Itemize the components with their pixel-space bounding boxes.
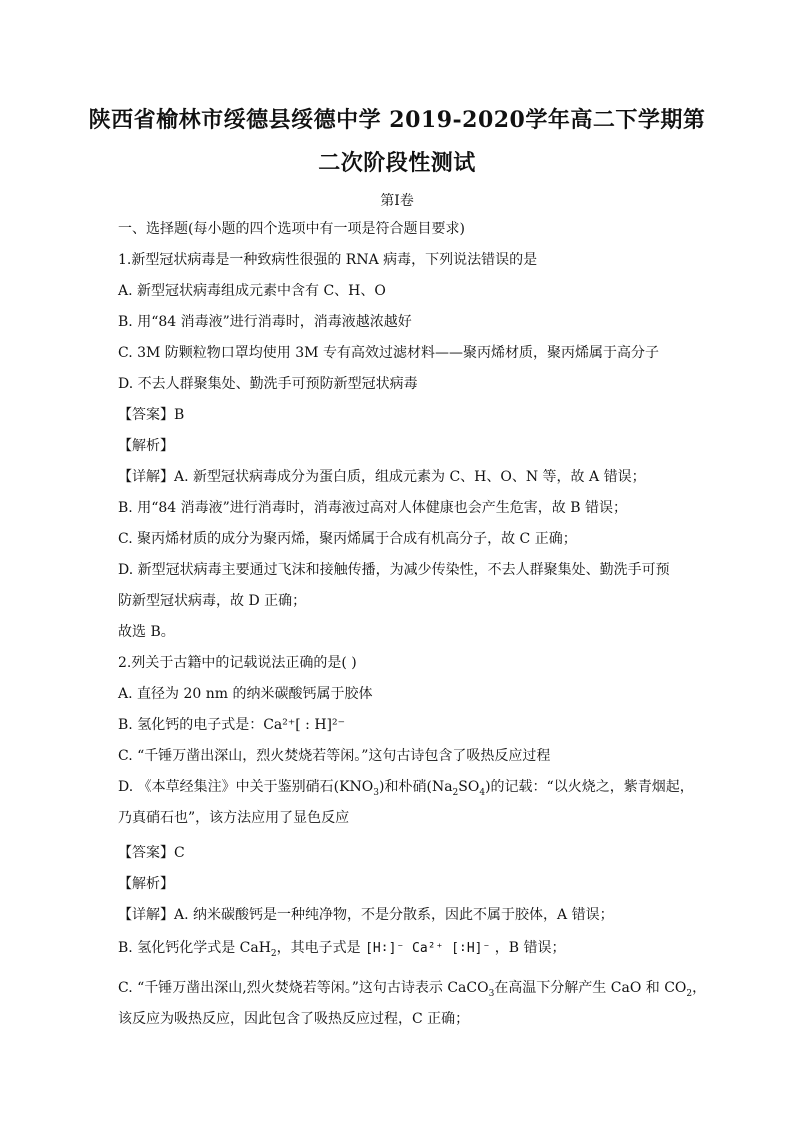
q2-option-b bbox=[118, 714, 345, 734]
q2-option-d-line1 bbox=[118, 776, 694, 798]
q2-d-text-4: )的记载：“以火烧之，紫青烟起， bbox=[485, 779, 694, 795]
q2-d-text-1: D. 《本草经集注》中关于鉴别硝石(KNO bbox=[118, 779, 374, 795]
q2-option-d-line2: 乃真硝石也”，该方法应用了显色反应 bbox=[118, 810, 350, 826]
q1-stem: 1.新型冠状病毒是一种致病性很强的 RNA 病毒，下列说法错误的是 bbox=[118, 252, 538, 268]
title-line-2: 二次阶段性测试 bbox=[318, 150, 476, 176]
q1-analysis-label: 【解析】 bbox=[118, 438, 174, 454]
q1-option-d: D. 不去人群聚集处、勤洗手可预防新型冠状病毒 bbox=[118, 376, 418, 392]
q2-detail-b-mid: ，其电子式是 bbox=[276, 940, 361, 956]
q2-option-b-text: B. 氢化钙的电子式是： bbox=[118, 717, 264, 733]
q2-detail-b-text: B. 氢化钙化学式是 CaH bbox=[118, 940, 271, 956]
q1-detail-d-line1: D. 新型冠状病毒主要通过飞沫和接触传播，为减少传染性，不去人群聚集处、勤洗手可预 bbox=[118, 562, 670, 578]
q2-detail-b-suffix: ，B 错误； bbox=[494, 940, 566, 956]
volume-label: 第I卷 bbox=[380, 193, 414, 209]
q1-detail-d-line2: 防新型冠状病毒，故 D 正确； bbox=[118, 593, 307, 609]
subscript-2: 2 bbox=[270, 948, 277, 959]
q2-detail-c-text-1: C. “千锤万凿出深山,烈火焚烧若等闲。”这句古诗表示 CaCO bbox=[118, 980, 489, 996]
q2-detail-c-line2: 该反应为吸热反应，因此包含了吸热反应过程，C 正确； bbox=[118, 1011, 470, 1027]
q1-detail-b: B. 用“84 消毒液”进行消毒时，消毒液过高对人体健康也会产生危害，故 B 错误； bbox=[118, 500, 627, 516]
q2-d-text-3: SO bbox=[458, 779, 480, 795]
subscript-2: 2 bbox=[452, 787, 459, 798]
subscript-2: 2 bbox=[686, 988, 693, 999]
q2-d-text-2: )和朴硝(Na bbox=[379, 779, 453, 795]
q2-detail-a: 【详解】A. 纳米碳酸钙是一种纯净物，不是分散系，因此不属于胶体，A 错误； bbox=[118, 907, 614, 923]
q2-answer: 【答案】C bbox=[118, 845, 185, 861]
electron-formula: [H∶]⁻ Ca²⁺ [∶H]⁻ bbox=[365, 941, 491, 956]
q2-detail-b bbox=[118, 937, 566, 959]
q2-option-b-formula: Ca²⁺[ : H]²⁻ bbox=[263, 717, 346, 733]
subscript-3: 3 bbox=[373, 787, 380, 798]
q1-option-a: A. 新型冠状病毒组成元素中含有 C、H、O bbox=[118, 283, 386, 299]
q2-detail-c-text-3: ， bbox=[692, 980, 707, 996]
q2-analysis-label: 【解析】 bbox=[118, 876, 174, 892]
q2-detail-c-line1 bbox=[118, 977, 706, 999]
q1-detail-a: 【详解】A. 新型冠状病毒成分为蛋白质，组成元素为 C、H、O、N 等，故 A 错误； bbox=[118, 469, 646, 485]
q1-option-c: C. 3M 防颗粒物口罩均使用 3M 专有高效过滤材料——聚丙烯材质，聚丙烯属于高分子 bbox=[118, 345, 659, 361]
title-line-1: 陕西省榆林市绥德县绥德中学 2019-2020学年高二下学期第 bbox=[88, 107, 706, 133]
q1-option-b: B. 用“84 消毒液”进行消毒时，消毒液越浓越好 bbox=[118, 314, 412, 330]
q2-stem: 2.列关于古籍中的记载说法正确的是( ) bbox=[118, 655, 357, 671]
subscript-4: 4 bbox=[479, 787, 486, 798]
q2-option-c: C. “千锤万凿出深山，烈火焚烧若等闲。”这句古诗包含了吸热反应过程 bbox=[118, 748, 551, 764]
section-heading: 一、选择题(每小题的四个选项中有一项是符合题目要求) bbox=[118, 221, 465, 237]
q2-option-a: A. 直径为 20 nm 的纳米碳酸钙属于胶体 bbox=[118, 686, 373, 702]
q2-detail-c-text-2: 在高温下分解产生 CaO 和 CO bbox=[494, 980, 687, 996]
subscript-3: 3 bbox=[488, 988, 495, 999]
q1-conclusion: 故选 B。 bbox=[118, 624, 175, 640]
q1-answer: 【答案】B bbox=[118, 407, 185, 423]
q1-detail-c: C. 聚丙烯材质的成分为聚丙烯，聚丙烯属于合成有机高分子，故 C 正确； bbox=[118, 531, 577, 547]
